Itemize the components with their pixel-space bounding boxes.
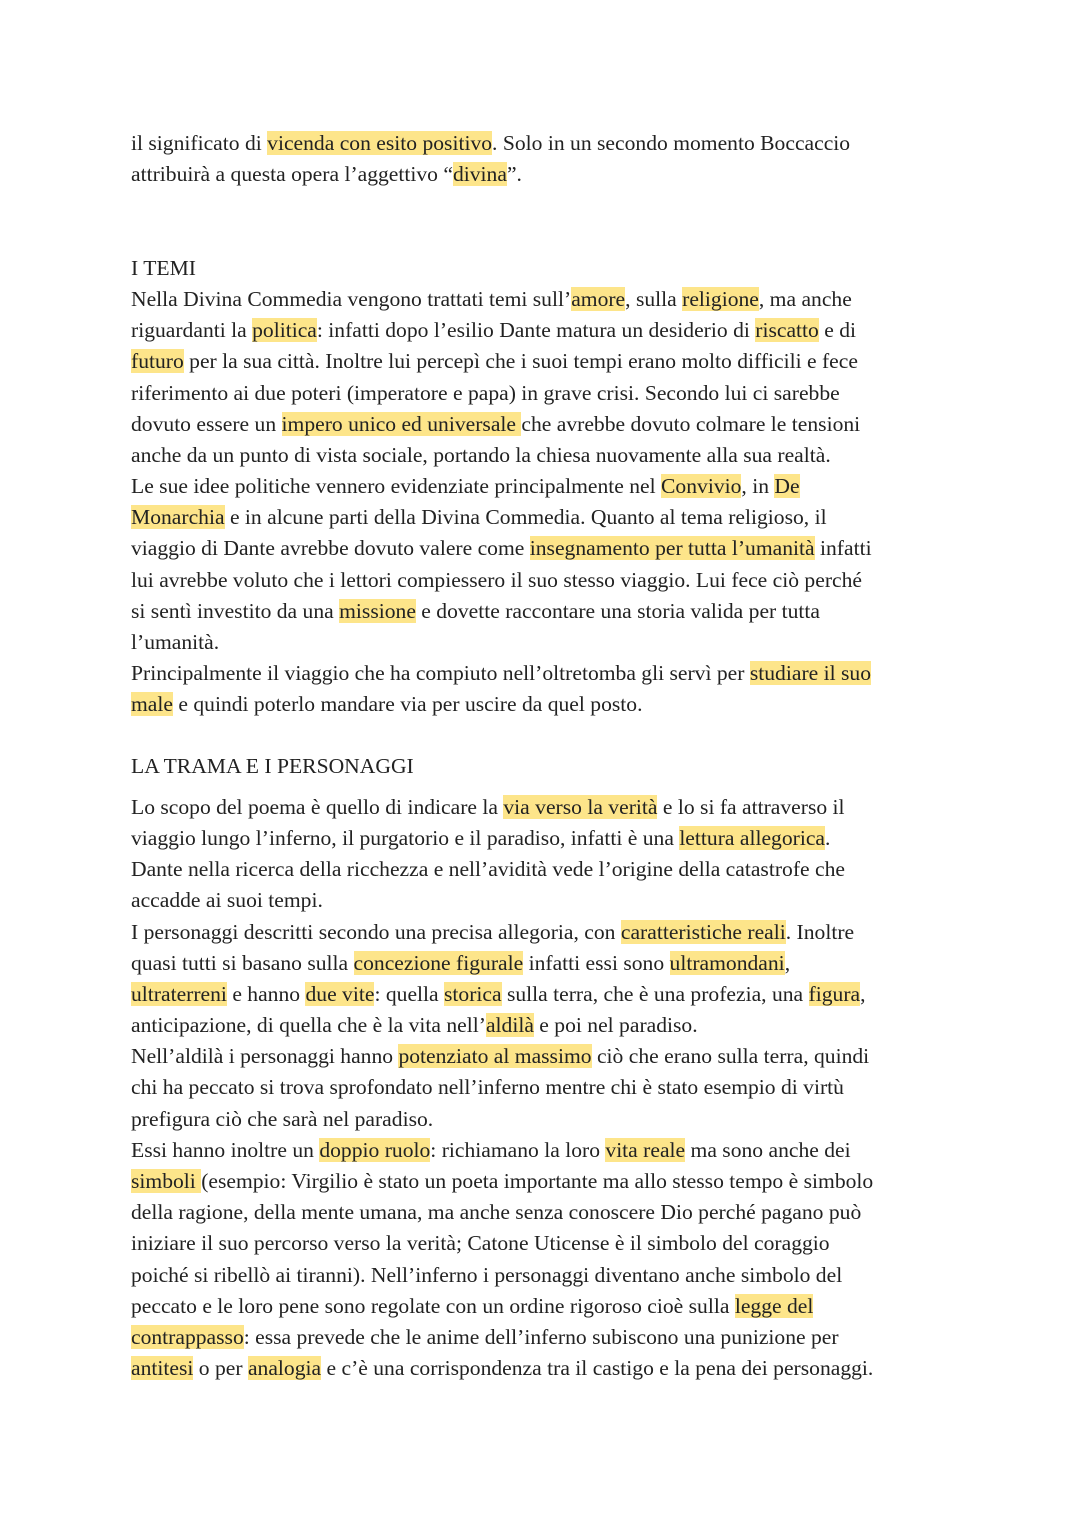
highlighted-text: via verso la verità: [503, 794, 658, 819]
text-line: [131, 1322, 961, 1353]
text-segment: l’umanità.: [131, 630, 220, 655]
highlighted-text: analogia: [247, 1356, 322, 1381]
section-heading-trama: LA TRAMA E I PERSONAGGI: [131, 753, 414, 778]
text-line: [131, 533, 961, 564]
text-segment: Nella Divina Commedia vengono trattati temi sull’: [131, 286, 572, 311]
text-segment: . Solo in un secondo momento Boccaccio: [492, 131, 851, 155]
text-segment: lui avrebbe voluto che i lettori compiessero il suo stesso viaggio. Lui fece ciò perché: [131, 567, 862, 592]
highlighted-text: amore: [571, 286, 626, 311]
intro-paragraph: [131, 128, 961, 190]
text-line: [131, 854, 961, 885]
text-line: [131, 502, 961, 533]
text-segment: e lo si fa attraverso il: [657, 794, 845, 819]
highlighted-text: due vite: [305, 981, 375, 1006]
text-line: [131, 885, 961, 916]
text-segment: e quindi poterlo mandare via per uscire da quel posto.: [172, 692, 643, 717]
highlighted-text: riscatto: [755, 318, 819, 343]
highlighted-text: doppio ruolo: [319, 1137, 431, 1162]
text-line: [131, 440, 961, 471]
text-line: [131, 1197, 961, 1228]
text-line: [131, 1135, 961, 1166]
highlighted-text: vicenda con esito positivo: [267, 131, 493, 155]
text-segment: infatti essi sono: [523, 950, 670, 975]
highlighted-text: Monarchia: [131, 505, 225, 530]
text-segment: infatti: [814, 536, 872, 561]
highlighted-text: missione: [339, 598, 416, 623]
highlighted-text: ultraterreni: [131, 981, 227, 1006]
text-line: [131, 159, 961, 190]
text-line: [131, 1260, 961, 1291]
highlighted-text: Convivio: [661, 474, 742, 499]
text-segment: riferimento ai due poteri (imperatore e papa) in grave crisi. Secondo lui ci sarebbe: [131, 380, 840, 405]
spacer: [131, 190, 961, 252]
text-line: [131, 128, 961, 159]
highlighted-text: De: [774, 474, 800, 499]
trama-paragraph: [131, 792, 961, 1385]
text-line: [131, 409, 961, 440]
highlighted-text: studiare il suo: [749, 661, 872, 686]
text-segment: viaggio di Dante avrebbe dovuto valere come: [131, 536, 530, 561]
highlighted-text: vita reale: [605, 1137, 686, 1162]
text-segment: viaggio lungo l’inferno, il purgatorio e il paradiso, infatti è una: [131, 825, 680, 850]
text-segment: Lo scopo del poema è quello di indicare la: [131, 794, 504, 819]
text-line: [131, 315, 961, 346]
text-segment: (esempio: Virgilio è stato un poeta importante ma allo stesso tempo è simbolo: [201, 1169, 874, 1194]
text-segment: : infatti dopo l’esilio Dante matura un desiderio di: [316, 318, 756, 343]
text-line: [131, 1072, 961, 1103]
text-line: [131, 1010, 961, 1041]
text-segment: ,: [860, 981, 866, 1006]
highlighted-text: impero unico ed universale: [281, 411, 522, 436]
text-segment: per la sua città. Inoltre lui percepì che i suoi tempi erano molto difficili e fece: [183, 349, 858, 374]
text-segment: . Inoltre: [785, 919, 855, 944]
text-line: [131, 823, 961, 854]
text-line: [131, 627, 961, 658]
highlighted-text: concezione figurale: [353, 950, 524, 975]
highlighted-text: figura: [808, 981, 861, 1006]
text-line: [131, 284, 961, 315]
text-segment: anticipazione, di quella che è la vita nell’: [131, 1013, 486, 1038]
text-line: [131, 658, 961, 689]
text-segment: prefigura ciò che sarà nel paradiso.: [131, 1106, 434, 1131]
text-segment: che avrebbe dovuto colmare le tensioni: [521, 411, 861, 436]
text-segment: : quella: [374, 981, 445, 1006]
text-segment: riguardanti la: [131, 318, 253, 343]
text-line: [131, 1353, 961, 1384]
text-segment: poiché si ribellò ai tiranni). Nell’inferno i personaggi diventano anche simbolo del: [131, 1262, 843, 1287]
text-segment: e dovette raccontare una storia valida per tutta: [415, 598, 820, 623]
highlighted-text: ultramondani: [669, 950, 785, 975]
text-segment: , in: [741, 474, 775, 499]
highlighted-text: antitesi: [131, 1356, 194, 1381]
text-segment: anche da un punto di vista sociale, portando la chiesa nuovamente alla sua realtà.: [131, 442, 831, 467]
text-segment: il significato di: [131, 131, 268, 155]
text-line: [131, 689, 961, 720]
section-heading-temi: I TEMI: [131, 255, 196, 280]
text-segment: o per: [193, 1356, 248, 1381]
text-segment: quasi tutti si basano sulla: [131, 950, 354, 975]
highlighted-text: potenziato al massimo: [398, 1044, 592, 1069]
text-segment: e di: [818, 318, 857, 343]
highlighted-text: divina: [452, 162, 507, 187]
highlighted-text: male: [131, 692, 173, 717]
text-segment: Essi hanno inoltre un: [131, 1137, 320, 1162]
text-segment: chi ha peccato si trova sprofondato nell’inferno mentre chi è stato esempio di virtù: [131, 1075, 844, 1100]
highlighted-text: contrappasso: [131, 1324, 244, 1349]
highlighted-text: futuro: [131, 349, 184, 374]
text-segment: si sentì investito da una: [131, 598, 340, 623]
text-segment: Dante nella ricerca della ricchezza e nell’avidità vede l’origine della catastrofe che: [131, 857, 845, 882]
text-segment: .: [825, 825, 831, 850]
text-segment: , sulla: [625, 286, 683, 311]
highlighted-text: caratteristiche reali: [620, 919, 786, 944]
highlighted-text: storica: [444, 981, 502, 1006]
text-line: [131, 792, 961, 823]
text-line: [131, 917, 961, 948]
text-line: [131, 471, 961, 502]
text-line: [131, 1166, 961, 1197]
text-segment: attribuirà a questa opera l’aggettivo “: [131, 162, 453, 187]
text-segment: : essa prevede che le anime dell’inferno subiscono una punizione per: [243, 1324, 839, 1349]
text-line: [131, 979, 961, 1010]
highlighted-text: insegnamento per tutta l’umanità: [529, 536, 815, 561]
text-segment: I personaggi descritti secondo una precisa allegoria, con: [131, 919, 621, 944]
text-line: [131, 1041, 961, 1072]
text-segment: ma sono anche dei: [685, 1137, 851, 1162]
text-segment: e hanno: [226, 981, 306, 1006]
text-line: [131, 948, 961, 979]
text-line: [131, 596, 961, 627]
text-segment: e in alcune parti della Divina Commedia. Quanto al tema religioso, il: [224, 505, 827, 530]
text-line: [131, 1104, 961, 1135]
text-segment: : richiamano la loro: [430, 1137, 606, 1162]
text-line: [131, 565, 961, 596]
text-segment: iniziare il suo percorso verso la verità; Catone Uticense è il simbolo del coraggio: [131, 1231, 830, 1256]
text-line: [131, 346, 961, 377]
text-segment: Le sue idee politiche vennero evidenziate principalmente nel: [131, 474, 662, 499]
text-segment: Nell’aldilà i personaggi hanno: [131, 1044, 399, 1069]
text-segment: dovuto essere un: [131, 411, 282, 436]
document-page: [131, 128, 961, 1384]
text-line: [131, 1228, 961, 1259]
text-segment: , ma anche: [758, 286, 852, 311]
highlighted-text: simboli: [131, 1169, 202, 1194]
text-segment: e poi nel paradiso.: [533, 1013, 698, 1038]
highlighted-text: religione: [682, 286, 759, 311]
text-line: [131, 1291, 961, 1322]
text-segment: ”.: [506, 162, 522, 187]
highlighted-text: legge del: [734, 1293, 814, 1318]
text-segment: ,: [784, 950, 791, 975]
highlighted-text: politica: [252, 318, 317, 343]
text-segment: ciò che erano sulla terra, quindi: [591, 1044, 870, 1069]
text-segment: della ragione, della mente umana, ma anche senza conoscere Dio perché pagano può: [131, 1200, 862, 1225]
text-segment: e c’è una corrispondenza tra il castigo e la pena dei personaggi.: [321, 1356, 874, 1381]
text-segment: sulla terra, che è una profezia, una: [501, 981, 809, 1006]
text-segment: peccato e le loro pene sono regolate con un ordine rigoroso cioè sulla: [131, 1293, 735, 1318]
highlighted-text: lettura allegorica: [679, 825, 825, 850]
text-segment: Principalmente il viaggio che ha compiuto nell’oltretomba gli servì per: [131, 661, 750, 686]
text-line: [131, 378, 961, 409]
text-segment: accadde ai suoi tempi.: [131, 888, 323, 913]
temi-paragraph: [131, 284, 961, 721]
highlighted-text: aldilà: [485, 1013, 534, 1038]
